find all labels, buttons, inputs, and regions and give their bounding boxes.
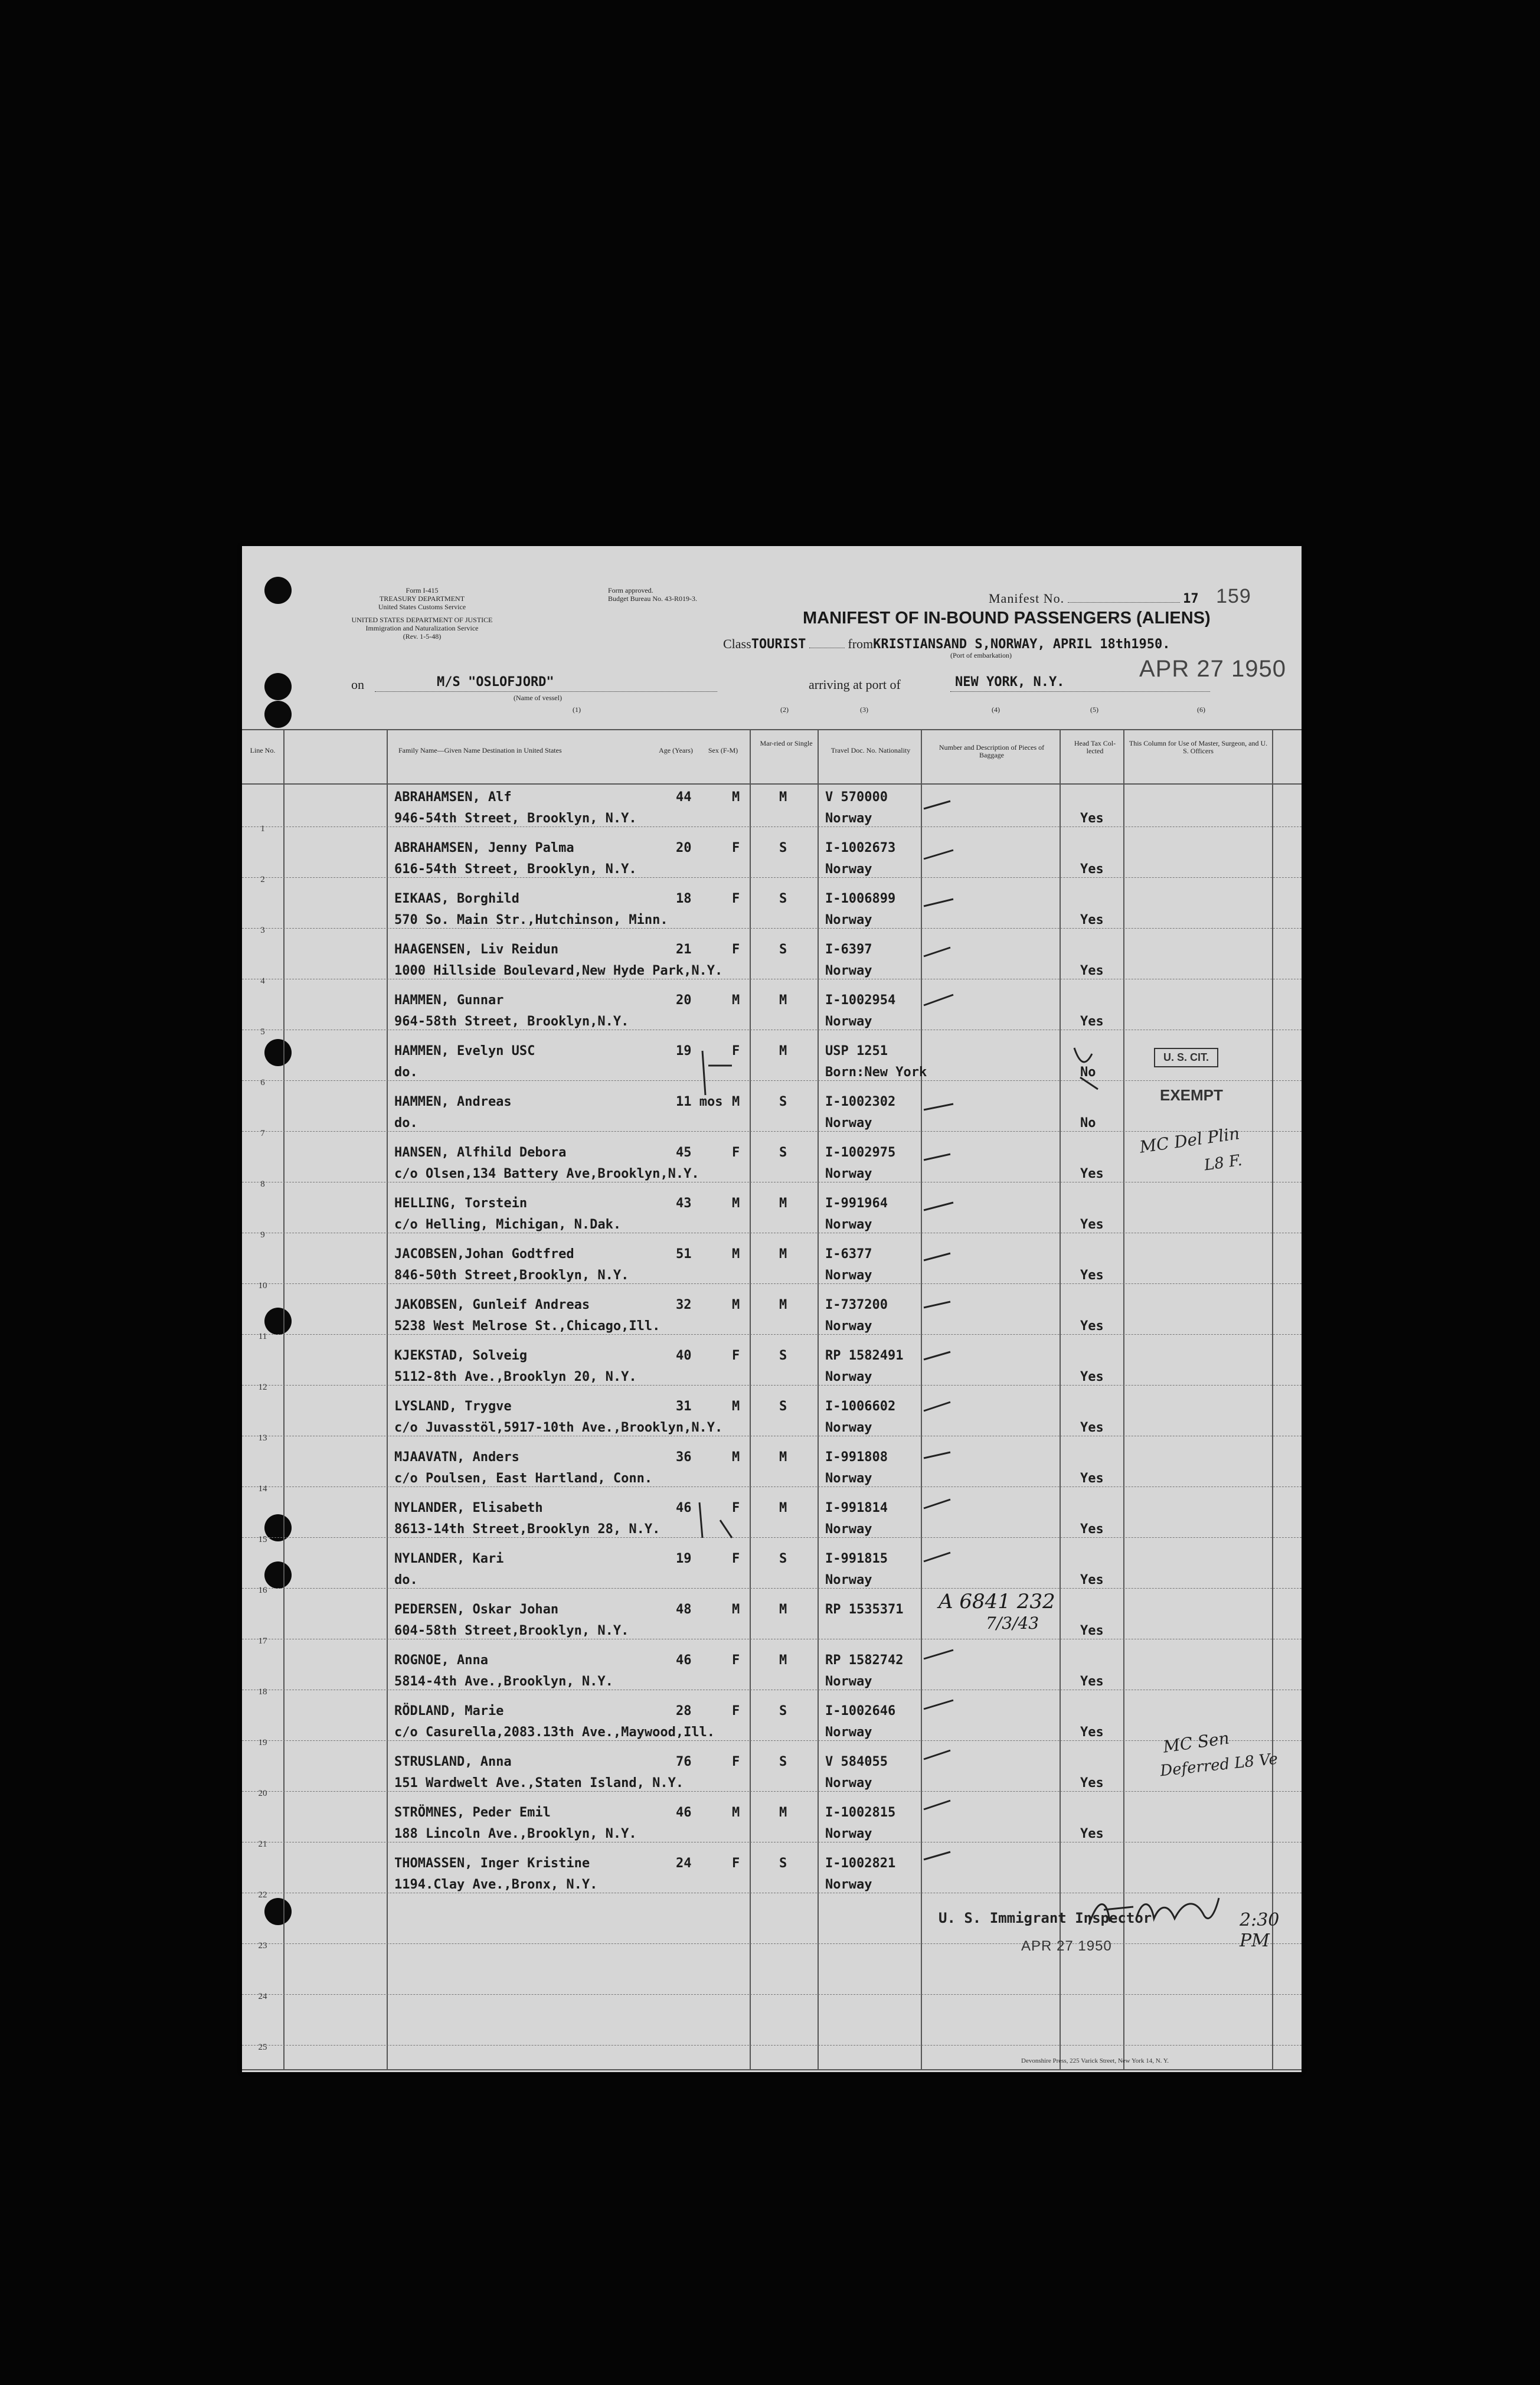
line-number: 14 [258, 1484, 267, 1494]
inspector-label: U. S. Immigrant Inspector [939, 1910, 1152, 1926]
passenger-destination: 5814-4th Ave.,Brooklyn, N.Y. [394, 1674, 613, 1689]
travel-doc: I-1006899 [825, 891, 896, 906]
line-number: 25 [258, 2043, 267, 2052]
travel-doc: I-991815 [825, 1551, 888, 1566]
port-caption: (Port of embarkation) [950, 651, 1012, 659]
passenger-destination: do. [394, 1065, 418, 1080]
head-tax: Yes [1080, 1776, 1104, 1791]
printer-imprint: Devonshire Press, 225 Varick Street, New York 14, N. Y. [1021, 2057, 1169, 2064]
passenger-destination: c/o Casurella,2083.13th Ave.,Maywood,Ill. [394, 1725, 715, 1740]
exempt-stamp: EXEMPT [1160, 1086, 1223, 1104]
vessel-name: M/S "OSLOFJORD" [437, 675, 554, 690]
passenger-sex: M [732, 1196, 740, 1211]
passenger-marital: M [779, 790, 787, 805]
head-tax: Yes [1080, 1725, 1104, 1740]
col-header-name: Family Name—Given Name Destination in United States [398, 746, 562, 754]
vessel-caption: (Name of vessel) [514, 694, 562, 702]
head-tax: Yes [1080, 1217, 1104, 1232]
line-number: 24 [258, 1992, 267, 2001]
nationality: Norway [825, 1420, 872, 1435]
line-number: 9 [260, 1230, 265, 1240]
head-tax: No [1080, 1065, 1096, 1080]
passenger-marital: M [779, 1298, 787, 1312]
handwritten-note-line17: A 6841 232 [939, 1590, 1055, 1613]
passenger-name: LYSLAND, Trygve [394, 1399, 512, 1414]
passenger-name: KJEKSTAD, Solveig [394, 1348, 528, 1363]
passenger-destination: 846-50th Street,Brooklyn, N.Y. [394, 1268, 629, 1283]
passenger-age: 19 [676, 1044, 692, 1058]
revision: (Rev. 1-5-48) [403, 632, 442, 641]
passenger-sex: M [732, 1602, 740, 1617]
handwritten-note-line8: MC Del Plin [1138, 1123, 1241, 1157]
budget-bureau: Budget Bureau No. 43-R019-3. [608, 594, 697, 603]
passenger-sex: F [732, 1145, 740, 1160]
passenger-name: JACOBSEN,Johan Godtfred [394, 1247, 574, 1262]
passenger-marital: S [779, 1095, 787, 1109]
passenger-destination: 964-58th Street, Brooklyn,N.Y. [394, 1014, 629, 1029]
travel-doc: I-991808 [825, 1450, 888, 1465]
passenger-age: 46 [676, 1501, 692, 1515]
head-tax: Yes [1080, 1623, 1104, 1638]
passenger-destination: 188 Lincoln Ave.,Brooklyn, N.Y. [394, 1827, 637, 1841]
nationality: Norway [825, 1573, 872, 1587]
passenger-marital: M [779, 1450, 787, 1465]
travel-doc: I-1002673 [825, 841, 896, 855]
customs-service: United States Customs Service [378, 603, 466, 611]
handwritten-note-line20b: Deferred L8 Ve [1159, 1750, 1279, 1780]
passenger-sex: M [732, 1399, 740, 1414]
nationality: Norway [825, 1014, 872, 1029]
nationality: Norway [825, 1319, 872, 1334]
nationality: Norway [825, 1167, 872, 1181]
passenger-destination: 946-54th Street, Brooklyn, N.Y. [394, 811, 637, 826]
passenger-age: 51 [676, 1247, 692, 1262]
travel-doc: RP 1535371 [825, 1602, 904, 1617]
passenger-age: 11 mos [676, 1095, 723, 1109]
passenger-age: 31 [676, 1399, 692, 1414]
nationality: Norway [825, 1827, 872, 1841]
passenger-sex: F [732, 841, 740, 855]
passenger-marital: M [779, 1196, 787, 1211]
class-value: TOURIST [751, 637, 806, 652]
nationality: Norway [825, 862, 872, 877]
passenger-age: 32 [676, 1298, 692, 1312]
passenger-sex: M [732, 1450, 740, 1465]
nationality: Norway [825, 913, 872, 927]
line-number: 7 [260, 1129, 265, 1138]
passenger-age: 48 [676, 1602, 692, 1617]
passenger-age: 21 [676, 942, 692, 957]
nationality: Norway [825, 1217, 872, 1232]
passenger-age: 18 [676, 891, 692, 906]
head-tax: Yes [1080, 1268, 1104, 1283]
passenger-destination: 604-58th Street,Brooklyn, N.Y. [394, 1623, 629, 1638]
passenger-destination: c/o Olsen,134 Battery Ave,Brooklyn,N.Y. [394, 1167, 699, 1181]
line-number: 3 [260, 926, 265, 935]
passenger-destination: c/o Poulsen, East Hartland, Conn. [394, 1471, 653, 1486]
col-number-3: (3) [860, 705, 868, 714]
passenger-age: 20 [676, 841, 692, 855]
passenger-destination: c/o Juvasstöl,5917-10th Ave.,Brooklyn,N.Y. [394, 1420, 723, 1435]
nationality: Norway [825, 963, 872, 978]
passenger-destination: 570 So. Main Str.,Hutchinson, Minn. [394, 913, 668, 927]
passenger-name: ABRAHAMSEN, Jenny Palma [394, 841, 574, 855]
passenger-marital: S [779, 1704, 787, 1718]
line-number: 12 [258, 1383, 267, 1392]
head-tax: Yes [1080, 1420, 1104, 1435]
passenger-destination: 1000 Hillside Boulevard,New Hyde Park,N.Y. [394, 963, 723, 978]
passenger-marital: S [779, 942, 787, 957]
us-citizen-stamp-text: U. S. CIT. [1163, 1051, 1209, 1063]
travel-doc: I-1002954 [825, 993, 896, 1008]
travel-doc: V 570000 [825, 790, 888, 805]
handwritten-note-line17b: 7/3/43 [986, 1613, 1039, 1633]
passenger-age: 46 [676, 1805, 692, 1820]
sheet-number: 159 [1216, 585, 1251, 607]
travel-doc: I-737200 [825, 1298, 888, 1312]
col-number-6: (6) [1197, 705, 1205, 714]
nationality: Norway [825, 1674, 872, 1689]
col-number-4: (4) [992, 705, 1000, 714]
nationality: Norway [825, 1471, 872, 1486]
passenger-sex: F [732, 1551, 740, 1566]
passenger-sex: M [732, 1247, 740, 1262]
nationality: Born:New York [825, 1065, 927, 1080]
travel-doc: RP 1582742 [825, 1653, 904, 1668]
handwritten-note-line8b: L8 F. [1203, 1151, 1244, 1175]
head-tax: Yes [1080, 1827, 1104, 1841]
manifest-page [242, 546, 1302, 2072]
travel-doc: I-1002815 [825, 1805, 896, 1820]
col-header-married: Mar-ried or Single [760, 739, 813, 747]
passenger-age: 76 [676, 1755, 692, 1769]
head-tax: Yes [1080, 862, 1104, 877]
passenger-sex: M [732, 1095, 740, 1109]
passenger-age: 19 [676, 1551, 692, 1566]
head-tax: Yes [1080, 1573, 1104, 1587]
handwritten-note-line20: MC Sen [1162, 1728, 1231, 1757]
line-number: 10 [258, 1281, 267, 1290]
class-label: Class [723, 636, 751, 651]
passenger-marital: S [779, 1856, 787, 1871]
passenger-sex: F [732, 942, 740, 957]
line-number: 19 [258, 1738, 267, 1747]
passenger-name: HAMMEN, Andreas [394, 1095, 512, 1109]
col-number-2: (2) [780, 705, 789, 714]
passenger-marital: S [779, 1551, 787, 1566]
passenger-name: HELLING, Torstein [394, 1196, 528, 1211]
manifest-title: MANIFEST OF IN-BOUND PASSENGERS (ALIENS) [803, 609, 1211, 628]
head-tax: Yes [1080, 963, 1104, 978]
passenger-name: JAKOBSEN, Gunleif Andreas [394, 1298, 590, 1312]
passenger-sex: F [732, 1044, 740, 1058]
travel-doc: I-6377 [825, 1247, 872, 1262]
col-number-1: (1) [573, 705, 581, 714]
passenger-destination: do. [394, 1573, 418, 1587]
line-number: 8 [260, 1180, 265, 1189]
passenger-marital: S [779, 1755, 787, 1769]
line-number: 15 [258, 1535, 267, 1544]
travel-doc: I-1002975 [825, 1145, 896, 1160]
line-number: 6 [260, 1078, 265, 1087]
form-number: Form I-415 [406, 586, 439, 594]
line-number: 5 [260, 1027, 265, 1037]
head-tax: Yes [1080, 1319, 1104, 1334]
from-label: from [848, 636, 874, 651]
nationality: Norway [825, 1268, 872, 1283]
line-number: 13 [258, 1433, 267, 1443]
passenger-marital: M [779, 1805, 787, 1820]
passenger-sex: F [732, 1348, 740, 1363]
col-header-baggage: Number and Description of Pieces of Baggage [939, 743, 1045, 759]
passenger-sex: M [732, 790, 740, 805]
travel-doc: I-1006602 [825, 1399, 896, 1414]
passenger-sex: M [732, 993, 740, 1008]
ins-service: Immigration and Naturalization Service [365, 624, 479, 632]
form-approved: Form approved. [608, 586, 653, 594]
passenger-age: 20 [676, 993, 692, 1008]
passenger-sex: M [732, 1805, 740, 1820]
passenger-marital: M [779, 1044, 787, 1058]
passenger-destination: 5238 West Melrose St.,Chicago,Ill. [394, 1319, 661, 1334]
passenger-name: PEDERSEN, Oskar Johan [394, 1602, 559, 1617]
passenger-name: RÖDLAND, Marie [394, 1704, 504, 1718]
travel-doc: I-1002302 [825, 1095, 896, 1109]
nationality: Norway [825, 1116, 872, 1131]
col-header-tax: Head Tax Col-lected [1074, 739, 1116, 755]
line-number: 1 [260, 824, 265, 834]
head-tax: Yes [1080, 1014, 1104, 1029]
passenger-marital: S [779, 1348, 787, 1363]
treasury-dept: TREASURY DEPARTMENT [379, 594, 465, 603]
passenger-sex: F [732, 1755, 740, 1769]
passenger-sex: F [732, 891, 740, 906]
passenger-marital: S [779, 1145, 787, 1160]
line-number: 20 [258, 1789, 267, 1798]
travel-doc: RP 1582491 [825, 1348, 904, 1363]
head-tax: Yes [1080, 1674, 1104, 1689]
nationality: Norway [825, 811, 872, 826]
passenger-marital: M [779, 1501, 787, 1515]
nationality: Norway [825, 1877, 872, 1892]
passenger-destination: 5112-8th Ave.,Brooklyn 20, N.Y. [394, 1370, 637, 1384]
line-number: 18 [258, 1687, 267, 1697]
col-header-officers: This Column for Use of Master, Surgeon, and U. S. Officers [1129, 739, 1268, 755]
passenger-marital: S [779, 841, 787, 855]
line-number: 4 [260, 976, 265, 986]
passenger-marital: S [779, 1399, 787, 1414]
head-tax: Yes [1080, 1167, 1104, 1181]
head-tax: No [1080, 1116, 1096, 1131]
from-value: KRISTIANSAND S,NORWAY, APRIL 18th19 [873, 637, 1147, 652]
passenger-marital: M [779, 993, 787, 1008]
passenger-destination: 616-54th Street, Brooklyn, N.Y. [394, 862, 637, 877]
passenger-destination: 8613-14th Street,Brooklyn 28, N.Y. [394, 1522, 661, 1537]
line-number: 2 [260, 875, 265, 884]
passenger-name: NYLANDER, Kari [394, 1551, 504, 1566]
passenger-sex: F [732, 1856, 740, 1871]
line-number: 11 [258, 1332, 267, 1341]
travel-doc: V 584055 [825, 1755, 888, 1769]
passenger-name: MJAAVATN, Anders [394, 1450, 519, 1465]
travel-doc: I-991964 [825, 1196, 888, 1211]
arrival-port: NEW YORK, N.Y. [955, 675, 1065, 690]
passenger-age: 43 [676, 1196, 692, 1211]
passenger-marital: S [779, 891, 787, 906]
travel-doc: I-991814 [825, 1501, 888, 1515]
on-label: on [351, 677, 364, 692]
arriving-label: arriving at port of [809, 677, 901, 692]
passenger-name: NYLANDER, Elisabeth [394, 1501, 543, 1515]
line-number: 23 [258, 1941, 267, 1951]
travel-doc: USP 1251 [825, 1044, 888, 1058]
row-check-marks [242, 546, 1302, 2072]
nationality: Norway [825, 1522, 872, 1537]
passenger-name: HANSEN, Alfhild Debora [394, 1145, 567, 1160]
passenger-sex: F [732, 1704, 740, 1718]
col-number-5: (5) [1090, 705, 1098, 714]
nationality: Norway [825, 1776, 872, 1791]
col-header-travel: Travel Doc. No. Nationality [831, 746, 911, 754]
head-tax: Yes [1080, 1522, 1104, 1537]
passenger-age: 40 [676, 1348, 692, 1363]
passenger-destination: do. [394, 1116, 418, 1131]
col-header-sex: Sex (F-M) [708, 746, 738, 754]
passenger-marital: M [779, 1602, 787, 1617]
nationality: Norway [825, 1725, 872, 1740]
passenger-name: HAAGENSEN, Liv Reidun [394, 942, 559, 957]
passenger-name: HAMMEN, Evelyn USC [394, 1044, 535, 1058]
line-number: 17 [258, 1636, 267, 1646]
col-header-line: Line No. [250, 746, 276, 754]
head-tax: Yes [1080, 811, 1104, 826]
passenger-marital: M [779, 1247, 787, 1262]
travel-doc: I-1002821 [825, 1856, 896, 1871]
passenger-marital: M [779, 1653, 787, 1668]
passenger-name: HAMMEN, Gunnar [394, 993, 504, 1008]
head-tax: Yes [1080, 913, 1104, 927]
passenger-destination: 151 Wardwelt Ave.,Staten Island, N.Y. [394, 1776, 684, 1791]
travel-doc: I-1002646 [825, 1704, 896, 1718]
passenger-name: THOMASSEN, Inger Kristine [394, 1856, 590, 1871]
line-number: 21 [258, 1840, 267, 1849]
nationality: Norway [825, 1370, 872, 1384]
passenger-name: STRUSLAND, Anna [394, 1755, 512, 1769]
passenger-age: 44 [676, 790, 692, 805]
passenger-sex: F [732, 1653, 740, 1668]
col-header-age: Age (Years) [659, 746, 693, 754]
passenger-name: EIKAAS, Borghild [394, 891, 519, 906]
head-tax: Yes [1080, 1370, 1104, 1384]
inspector-time: 2:30 PM [1240, 1910, 1280, 1951]
head-tax: Yes [1080, 1471, 1104, 1486]
travel-doc: I-6397 [825, 942, 872, 957]
passenger-destination: 1194.Clay Ave.,Bronx, N.Y. [394, 1877, 598, 1892]
passenger-age: 28 [676, 1704, 692, 1718]
passenger-sex: M [732, 1298, 740, 1312]
inspector-date-stamp: APR 27 1950 [1021, 1938, 1112, 1954]
passenger-age: 36 [676, 1450, 692, 1465]
passenger-name: ABRAHAMSEN, Alf [394, 790, 512, 805]
line-number: 16 [258, 1586, 267, 1595]
passenger-age: 46 [676, 1653, 692, 1668]
passenger-age: 24 [676, 1856, 692, 1871]
arrival-date-stamp: APR 27 1950 [1139, 656, 1286, 682]
passenger-name: STRÖMNES, Peder Emil [394, 1805, 551, 1820]
passenger-age: 45 [676, 1145, 692, 1160]
manifest-label: Manifest No. [989, 591, 1065, 606]
passenger-name: ROGNOE, Anna [394, 1653, 488, 1668]
manifest-number: 17 [1183, 592, 1199, 606]
line-number: 22 [258, 1890, 267, 1900]
passenger-destination: c/o Helling, Michigan, N.Dak. [394, 1217, 622, 1232]
justice-dept: UNITED STATES DEPARTMENT OF JUSTICE [351, 616, 493, 624]
from-year: 50. [1146, 637, 1170, 652]
passenger-sex: F [732, 1501, 740, 1515]
